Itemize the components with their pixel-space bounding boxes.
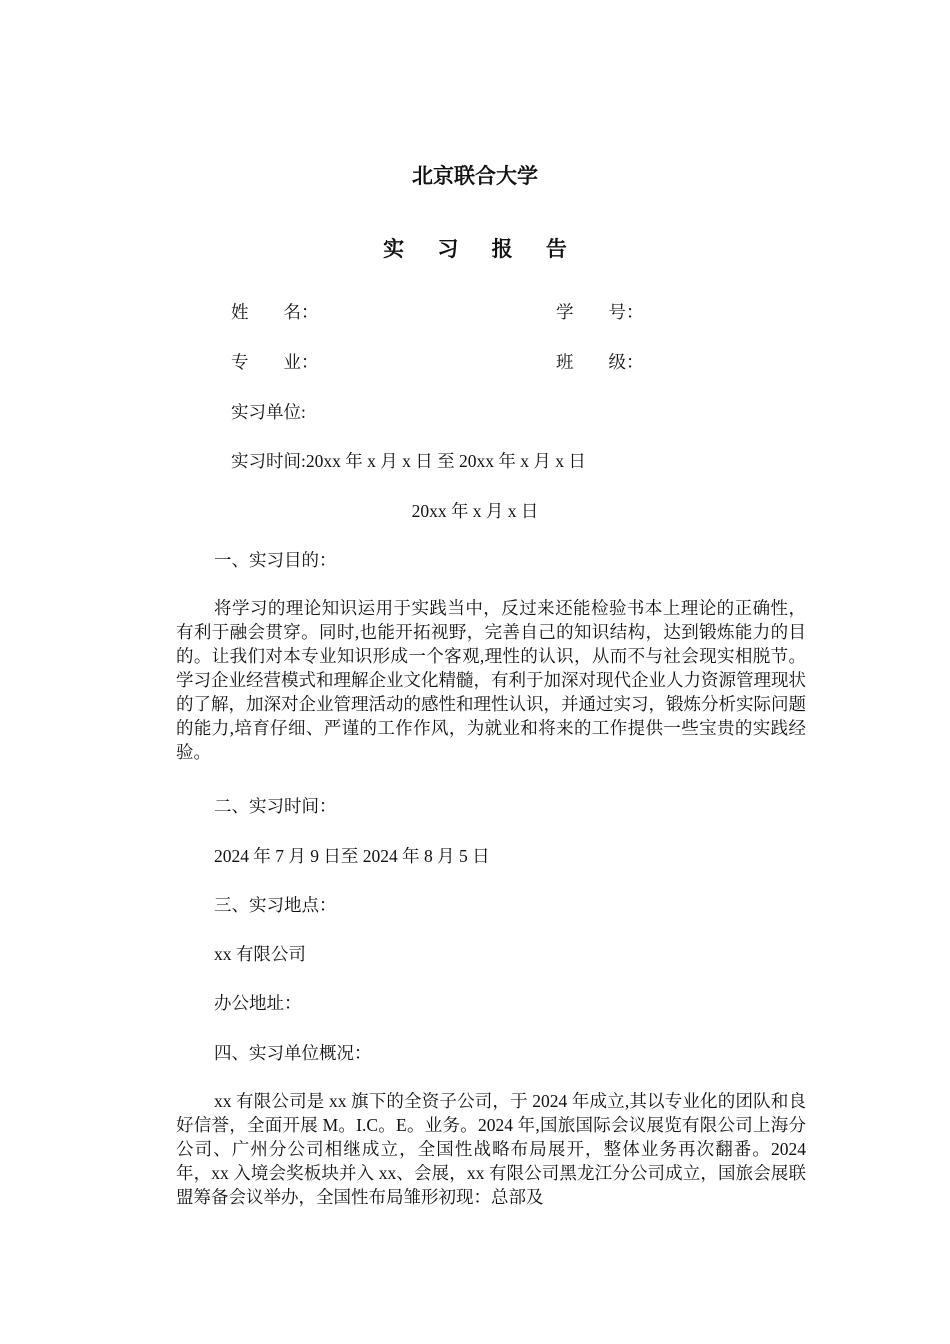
major-label: 专 业： xyxy=(231,352,319,372)
student-id-label: 学 号： xyxy=(556,302,644,322)
time-text: 2024 年 7 月 9 日至 2024 年 8 月 5 日 xyxy=(214,846,490,866)
overview-heading: 四、实习单位概况： xyxy=(214,1043,372,1063)
report-title: 实 习 报 告 xyxy=(383,237,581,261)
location-company: xx 有限公司 xyxy=(214,944,306,964)
overview-paragraph: xx 有限公司是 xx 旗下的全资子公司，于 2024 年成立,其以专业化的团队和良好信誉，全面开展 M。I.C。E。业务。2024 年,国旅国际会议展览有限公司上海分公司、广州分公司相继成立，全国性战略布局展开，整体业务再次翻番。2024 年，xx 入境会奖板块并入 xx、会展，xx 有限公司黑龙江分公司成立，国旅会展联盟筹备会议举办，全国性布局雏形初现：总部及 xyxy=(176,1091,806,1207)
report-date: 20xx 年 x 月 x 日 xyxy=(411,501,539,521)
university-title: 北京联合大学 xyxy=(412,164,538,188)
office-address-label: 办公地址： xyxy=(214,993,302,1013)
location-heading: 三、实习地点： xyxy=(214,895,337,915)
purpose-heading: 一、实习目的： xyxy=(214,550,337,570)
time-heading: 二、实习时间： xyxy=(214,796,337,816)
unit-label: 实习单位: xyxy=(231,402,306,422)
class-label: 班 级： xyxy=(556,352,644,372)
purpose-paragraph: 将学习的理论知识运用于实践当中，反过来还能检验书本上理论的正确性，有利于融会贯穿。同时,也能开拓视野，完善自己的知识结构，达到锻炼能力的目的。让我们对本专业知识形成一个客观,理性的认识，从而不与社会现实相脱节。学习企业经营模式和理解企业文化精髓，有利于加深对现代企业人力资源管理现状的了解，加深对企业管理活动的感性和理性认识，并通过实习，锻炼分析实际问题的能力,培育仔细、严谨的工作作风，为就业和将来的工作提供一些宝贵的实践经验。 xyxy=(176,598,806,762)
time-range-label: 实习时间:20xx 年 x 月 x 日 至 20xx 年 x 月 x 日 xyxy=(231,451,586,471)
name-label: 姓 名： xyxy=(231,302,319,322)
